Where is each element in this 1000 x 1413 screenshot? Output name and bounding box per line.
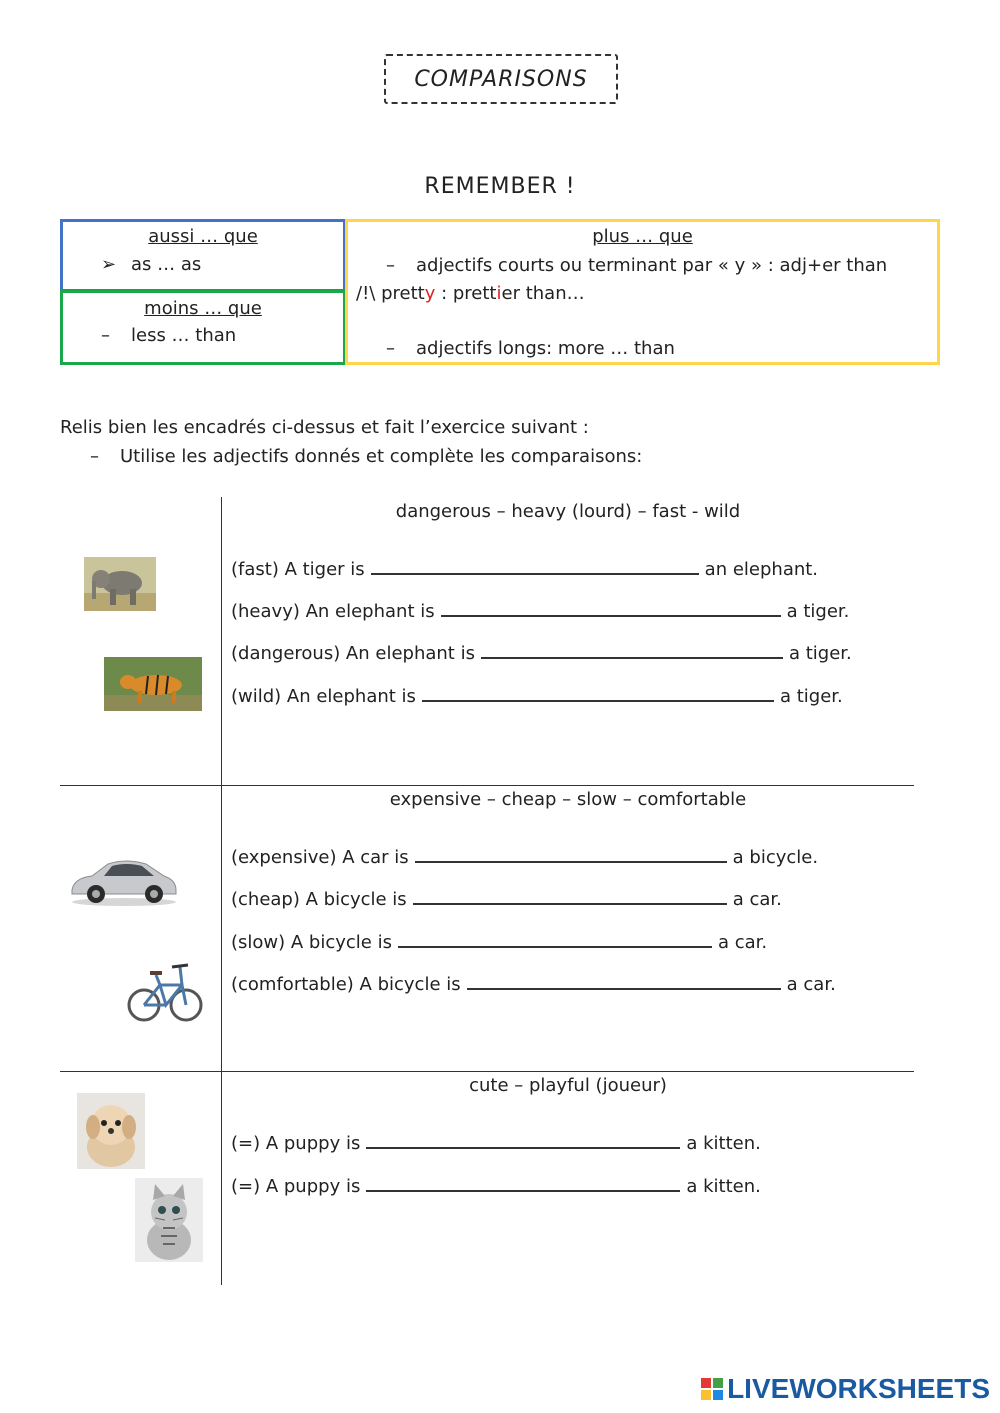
question-end: an elephant. [704, 559, 819, 580]
question-prompt: (fast) A tiger is [231, 559, 365, 580]
question-prompt: (=) A puppy is [231, 1176, 361, 1197]
moins-que-box [60, 290, 346, 365]
exercise-row [231, 1131, 761, 1154]
moins-item: less … than [131, 325, 237, 346]
remember-heading: REMEMBER ! [424, 174, 576, 199]
answer-blank[interactable] [422, 684, 774, 702]
liveworksheets-logo [701, 1373, 990, 1405]
exercise-row [231, 557, 818, 580]
instruction-line-1: Relis bien les encadrés ci-dessus et fait l’exercice suivant : [60, 417, 589, 438]
plus-bullet-1: – [386, 255, 395, 276]
plus-rule-long: adjectifs longs: more … than [416, 338, 675, 359]
elephant-image [84, 557, 156, 611]
aussi-que-heading: aussi … que [148, 226, 258, 247]
example-prett: : prett [435, 283, 497, 304]
question-end: a tiger. [786, 601, 850, 622]
word-bank-pets: cute – playful (joueur) [469, 1075, 667, 1096]
question-end: a car. [717, 932, 768, 953]
aussi-item: as … as [131, 254, 202, 275]
exercise-row [231, 599, 849, 622]
tiger-image [104, 657, 202, 711]
question-prompt: (heavy) An elephant is [231, 601, 435, 622]
instruction-line-2: Utilise les adjectifs donnés et complète les comparaisons: [120, 446, 643, 467]
kitten-image [135, 1178, 203, 1262]
question-end: a bicycle. [732, 847, 819, 868]
aussi-bullet: ➢ [101, 254, 117, 275]
bicycle-image [126, 955, 204, 1029]
question-prompt: (wild) An elephant is [231, 686, 416, 707]
example-i-highlight: i [496, 283, 502, 304]
section-divider-1 [60, 785, 914, 786]
answer-blank[interactable] [413, 887, 727, 905]
answer-blank[interactable] [481, 641, 783, 659]
question-prompt: (expensive) A car is [231, 847, 409, 868]
answer-blank[interactable] [366, 1131, 680, 1149]
plus-bullet-2: – [386, 338, 395, 359]
car-image [68, 850, 180, 908]
logo-mark-icon [701, 1378, 723, 1400]
question-end: a kitten. [686, 1133, 761, 1154]
puppy-image [77, 1093, 145, 1169]
question-prompt: (comfortable) A bicycle is [231, 974, 461, 995]
plus-que-box [345, 219, 940, 365]
exercise-row [231, 684, 843, 707]
logo-text: LIVEWORKSHEETS [727, 1373, 990, 1404]
word-bank-animals: dangerous – heavy (lourd) – fast - wild [395, 501, 741, 522]
question-end: a car. [786, 974, 836, 995]
answer-blank[interactable] [371, 557, 699, 575]
question-prompt: (dangerous) An elephant is [231, 643, 475, 664]
section-divider-2 [60, 1071, 914, 1072]
exercise-row [231, 930, 767, 953]
answer-blank[interactable] [366, 1174, 680, 1192]
page-title: COMPARISONS [384, 54, 618, 104]
answer-blank[interactable] [398, 930, 712, 948]
question-prompt: (=) A puppy is [231, 1133, 361, 1154]
exercise-row [231, 1174, 761, 1197]
question-end: a kitten. [686, 1176, 761, 1197]
question-end: a car. [732, 889, 782, 910]
exercise-divider-vertical [221, 497, 222, 1285]
exercise-row [231, 887, 782, 910]
exercise-row [231, 641, 852, 664]
answer-blank[interactable] [441, 599, 781, 617]
exercise-row [231, 972, 836, 995]
answer-blank[interactable] [415, 845, 727, 863]
question-prompt: (slow) A bicycle is [231, 932, 392, 953]
question-end: a tiger. [779, 686, 843, 707]
example-pretty: /!\ prett [356, 283, 425, 304]
plus-rule-short: adjectifs courts ou terminant par « y » : adj+er than [416, 255, 888, 276]
instruction-bullet: – [90, 446, 99, 467]
question-prompt: (cheap) A bicycle is [231, 889, 407, 910]
example-y-highlight: y [424, 283, 436, 304]
plus-example [356, 283, 585, 304]
answer-blank[interactable] [467, 972, 781, 990]
moins-bullet: – [101, 325, 110, 346]
exercise-row [231, 845, 818, 868]
moins-que-heading: moins … que [144, 298, 262, 319]
plus-que-heading: plus … que [592, 226, 693, 247]
example-er-than: er than… [501, 283, 585, 304]
question-end: a tiger. [788, 643, 852, 664]
word-bank-vehicles: expensive – cheap – slow – comfortable [389, 789, 747, 810]
aussi-que-box [60, 219, 346, 292]
